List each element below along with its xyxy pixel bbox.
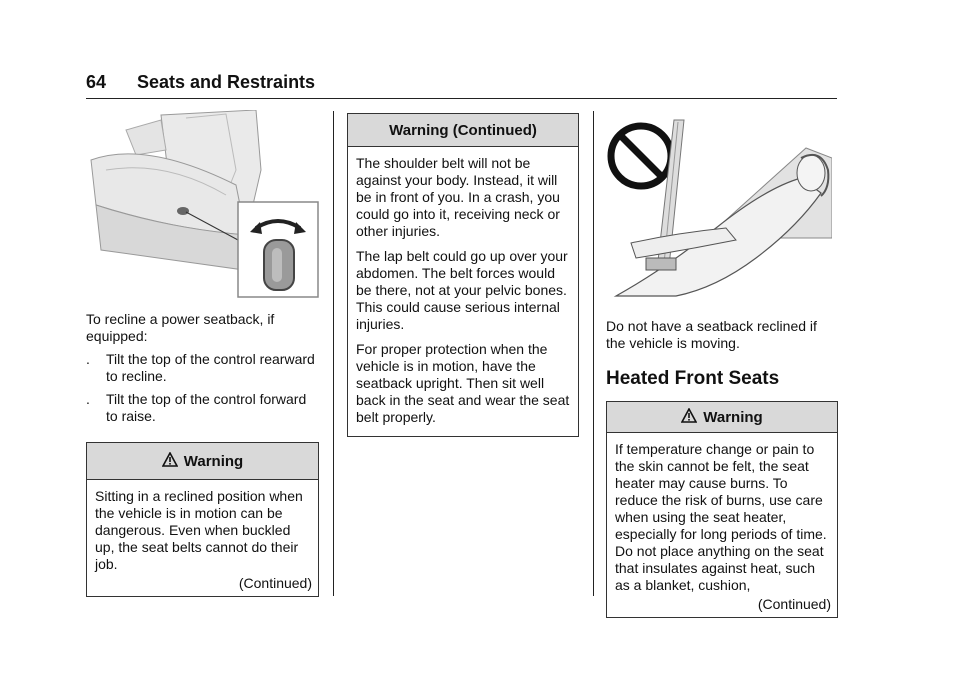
bullet-item: [86, 351, 321, 385]
section-title: Seats and Restraints: [137, 72, 316, 92]
warning-title: Warning: [183, 452, 244, 470]
warning-icon: [162, 452, 178, 471]
seat-recline-illustration: [86, 110, 321, 302]
continued-label: (Continued): [757, 596, 831, 612]
bullet-item: [86, 391, 321, 425]
warning-text: If temperature change or pain to the skin cannot be felt, the seat heater may cause burns. To reduce the risk of burns, use care when using the seat heater, especially for long periods of time. Do not place anything on the seat that insulates against heat, such as a blanket, cushion,: [615, 441, 827, 593]
bullet-symbol: .: [86, 351, 90, 367]
warning-box-continued: [347, 113, 579, 437]
column-divider-1: [333, 111, 334, 596]
warning-paragraph: The shoulder belt will not be against your body. Instead, it will be in front of you. In a crash, you could go into it, receiving neck or other injuries.: [356, 155, 560, 239]
continued-label: (Continued): [238, 575, 312, 591]
bullet-symbol: .: [86, 391, 90, 407]
column-2: [347, 110, 579, 437]
column-3: [606, 110, 838, 618]
reclined-occupant-illustration: [606, 118, 832, 298]
warning-header: [607, 402, 837, 433]
heated-seats-heading: Heated Front Seats: [606, 368, 780, 389]
warning-icon: [681, 408, 697, 427]
bullet-text-raise: Tilt the top of the control forward to raise.: [106, 391, 307, 424]
column-divider-2: [593, 111, 594, 596]
warning-box-reclined: [86, 442, 319, 597]
page-header: [86, 70, 837, 99]
warning-text: Sitting in a reclined position when the vehicle is in motion can be dangerous. Even when buckled up, the seat belts cannot do their job.: [95, 488, 303, 572]
warning-header: [87, 443, 318, 480]
page-number: 64: [86, 72, 107, 92]
caption-text: Do not have a seatback reclined if the vehicle is moving.: [606, 318, 817, 351]
warning-title: Warning: [703, 408, 763, 426]
warning-header: [348, 114, 578, 147]
warning-title: Warning (Continued): [389, 121, 537, 139]
bullet-text-recline: Tilt the top of the control rearward to recline.: [106, 351, 315, 384]
column-1: [86, 110, 321, 597]
warning-paragraph: For proper protection when the vehicle is in motion, have the seatback upright. Then sit well back in the seat and wear the seat belt properly.: [356, 341, 570, 425]
warning-box-heated-seats: [606, 401, 838, 618]
warning-paragraph: The lap belt could go up over your abdomen. The belt forces would be there, not at your pelvic bones. This could cause serious internal injuries.: [356, 248, 568, 332]
recline-intro: To recline a power seatback, if equipped:: [86, 311, 275, 344]
